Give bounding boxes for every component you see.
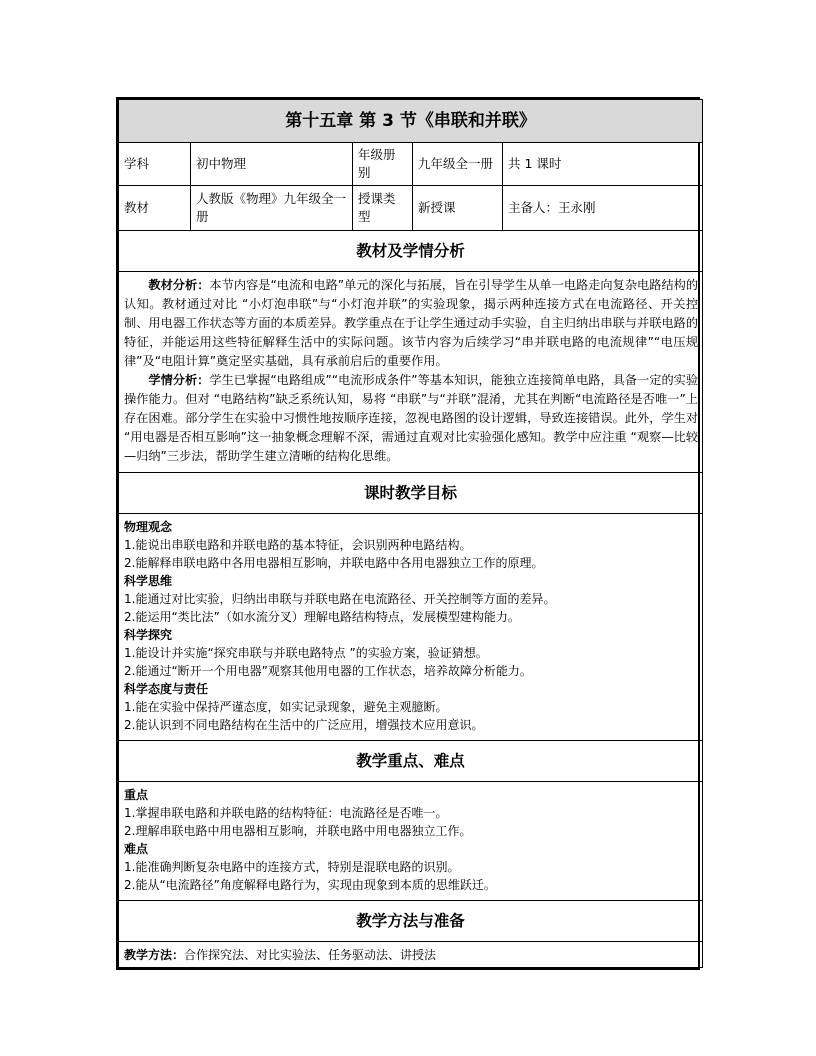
objective-item: 2.能通过“断开一个用电器”观察其他用电器的工作状态，培养故障分析能力。	[124, 664, 532, 678]
methods-heading: 教学方法与准备	[119, 901, 703, 942]
textbook-analysis-text: 本节内容是“电流和电路”单元的深化与拓展，旨在引导学生从单一电路走向复杂电路结构的认知。教材通过对比 “小灯泡串联”与“小灯泡并联”的实验现象，揭示两种连接方式在电流路径、开关控制、用电器工作状态等方面的本质差异。教学重点在于让学生通过动手实验，自主归纳出串联与并联电路的特征，并能运用这些特征解释生活中的实际问题。该节内容为后续学习“串并联电路的电流规律”“电压规律”及“电阻计算”奠定坚实基础，具有承前启后的重要作用。	[124, 278, 699, 368]
key-point-item: 1.能准确判断复杂电路中的连接方式，特别是混联电路的识别。	[124, 860, 460, 874]
objective-item: 1.能说出串联电路和并联电路的基本特征，会识别两种电路结构。	[124, 538, 472, 552]
objective-group	[124, 680, 698, 734]
methods-line	[124, 946, 698, 964]
objective-group-title: 科学态度与责任	[124, 682, 209, 696]
preparer-value: 主备人：王永刚	[503, 186, 703, 231]
key-points-heading: 教学重点、难点	[119, 741, 703, 782]
objective-group	[124, 518, 698, 572]
subject-value: 初中物理	[191, 143, 353, 186]
lesson-type-label: 授课类型	[353, 186, 413, 231]
student-analysis-text: 学生已掌握“电路组成”“电流形成条件”等基本知识，能独立连接简单电路，具备一定的实验操作能力。但对 “电路结构”缺乏系统认知，易将 “串联”与“并联”混淆，尤其在判断“电流路径是否唯一”上存在困难。部分学生在实验中习惯性地按顺序连接，忽视电路图的设计逻辑，导致连接错误。此外，学生对 “用电器是否相互影响”这一抽象概念理解不深，需通过直观对比实验强化感知。教学中应注重 “观察—比较—归纳”三步法，帮助学生建立清晰的结构化思维。	[124, 373, 699, 463]
objective-item: 1.能在实验中保持严谨态度，如实记录现象，避免主观臆断。	[124, 700, 448, 714]
student-analysis-label: 学情分析：	[148, 373, 210, 387]
objectives-heading: 课时教学目标	[119, 473, 703, 514]
textbook-label: 教材	[119, 186, 191, 231]
student-analysis-paragraph	[124, 371, 698, 466]
subject-label: 学科	[119, 143, 191, 186]
key-point-group	[124, 786, 698, 840]
objective-item: 1.能设计并实施“探究串联与并联电路特点 ”的实验方案，验证猜想。	[124, 646, 488, 660]
key-points-body	[119, 782, 703, 901]
objective-group-title: 科学思维	[124, 574, 173, 588]
key-point-group	[124, 840, 698, 894]
textbook-analysis-paragraph	[124, 276, 698, 371]
lesson-plan-table	[118, 99, 703, 968]
objective-item: 2.能解释串联电路中各用电器相互影响，并联电路中各用电器独立工作的原理。	[124, 556, 544, 570]
hours-value: 共 1 课时	[503, 143, 703, 186]
objective-group-title: 物理观念	[124, 520, 173, 534]
key-point-group-title: 难点	[124, 842, 149, 856]
textbook-value: 人教版《物理》九年级全一册	[191, 186, 353, 231]
objective-item: 1.能通过对比实验，归纳出串联与并联电路在电流路径、开关控制等方面的差异。	[124, 592, 556, 606]
analysis-heading: 教材及学情分析	[119, 231, 703, 272]
objectives-body	[119, 514, 703, 741]
methods-body	[119, 942, 703, 968]
lesson-type-value: 新授课	[413, 186, 503, 231]
methods-label: 教学方法：	[124, 948, 185, 962]
objective-item: 2.能运用“类比法”（如水流分叉）理解电路结构特点，发展模型建构能力。	[124, 610, 520, 624]
key-point-item: 2.理解串联电路中用电器相互影响，并联电路中用电器独立工作。	[124, 824, 472, 838]
objective-group	[124, 572, 698, 626]
grade-label: 年级册别	[353, 143, 413, 186]
key-point-item: 1.掌握串联电路和并联电路的结构特征：电流路径是否唯一。	[124, 806, 448, 820]
objective-group-title: 科学探究	[124, 628, 173, 642]
objective-item: 2.能认识到不同电路结构在生活中的广泛应用，增强技术应用意识。	[124, 718, 484, 732]
methods-text: 合作探究法、对比实验法、任务驱动法、讲授法	[184, 948, 437, 962]
key-point-group-title: 重点	[124, 788, 149, 802]
page-title: 第十五章 第 3 节《串联和并联》	[119, 100, 703, 143]
analysis-body	[119, 272, 703, 473]
lesson-plan-document	[116, 97, 700, 970]
key-point-item: 2.能从“电流路径”角度解释电路行为，实现由现象到本质的思维跃迁。	[124, 878, 496, 892]
objective-group	[124, 626, 698, 680]
grade-value: 九年级全一册	[413, 143, 503, 186]
textbook-analysis-label: 教材分析：	[148, 278, 210, 292]
